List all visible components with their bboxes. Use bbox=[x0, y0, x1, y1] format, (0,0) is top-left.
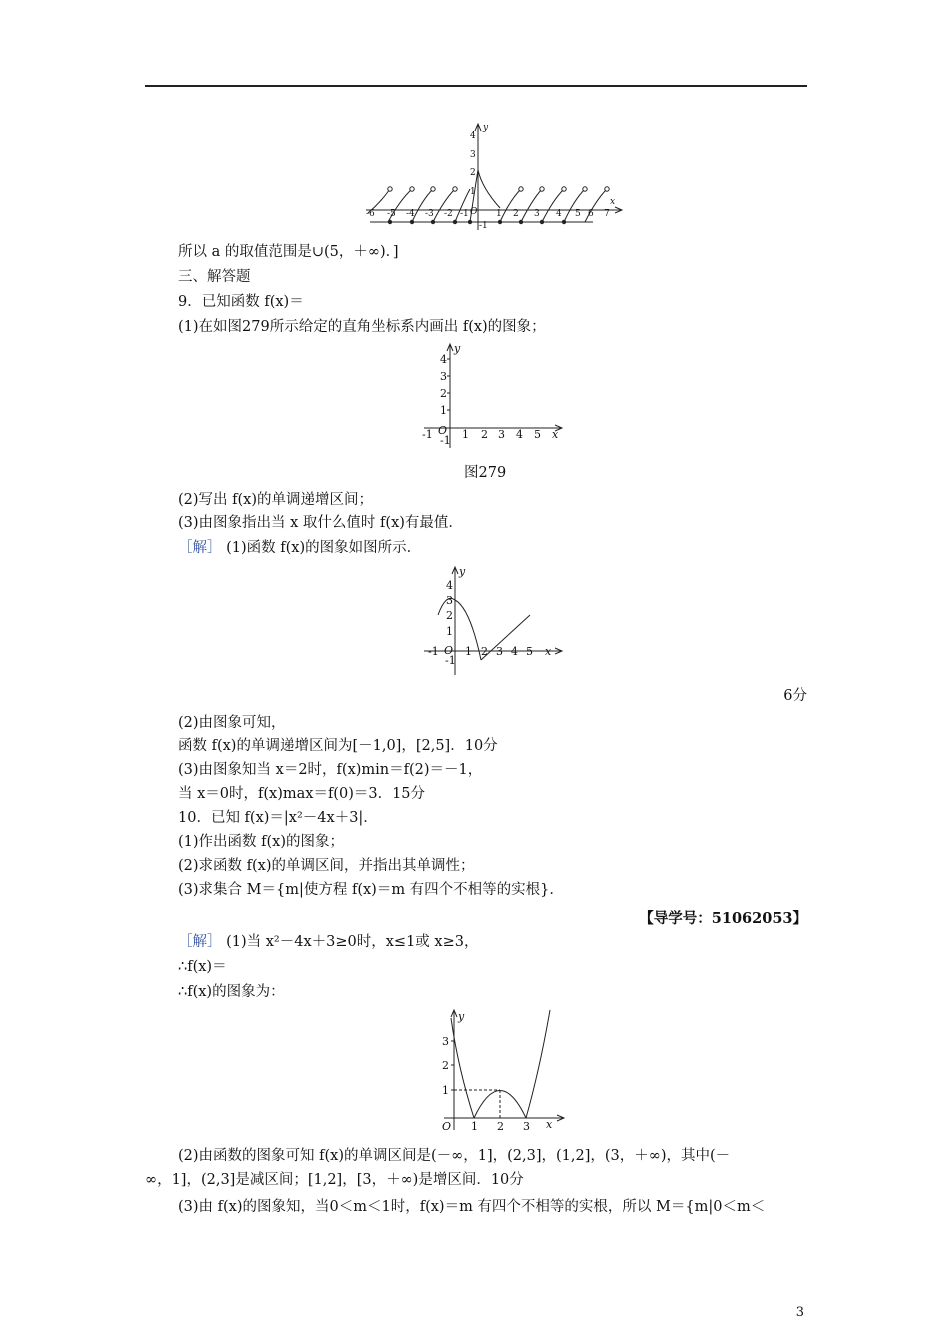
fig2-ytick: 2 bbox=[440, 387, 447, 400]
text-line: 函数 f(x)的单调递增区间为[－1,0]，[2,5]．10分 bbox=[178, 738, 498, 754]
figure-empty-axes bbox=[418, 340, 568, 450]
figure-caption: 图279 bbox=[464, 465, 507, 481]
fig3-ytick: 4 bbox=[446, 579, 453, 592]
fig3-neg-x: -1 bbox=[428, 645, 439, 658]
fig1-ytick: 4 bbox=[470, 131, 476, 141]
fig3-ytick: 1 bbox=[446, 625, 453, 638]
guide-number: 【导学号：51062053】 bbox=[639, 910, 807, 927]
text-line: (1)在如图279所示给定的直角坐标系内画出 f(x)的图象； bbox=[178, 319, 546, 335]
fig3-neg-y: -1 bbox=[445, 654, 456, 667]
solution-tag: ［解］ bbox=[178, 934, 222, 950]
fig4-x-label: x bbox=[546, 1118, 553, 1131]
fig2-ytick: 1 bbox=[440, 404, 447, 417]
fig3-xtick: 5 bbox=[526, 645, 533, 658]
text-line: (2)写出 f(x)的单调递增区间； bbox=[178, 492, 374, 508]
fig1-xtick: 3 bbox=[534, 209, 540, 219]
fig1-x-label: x bbox=[610, 197, 616, 207]
text-line: 所以 a 的取值范围是∪(5，＋∞)．] bbox=[178, 244, 399, 260]
text-line: 当 x＝0时，f(x)max＝f(0)＝3．15分 bbox=[178, 786, 426, 802]
fig2-ytick: 4 bbox=[440, 353, 447, 366]
text-line: (2)由图象可知， bbox=[178, 715, 286, 731]
fig1-xtick: 2 bbox=[513, 209, 519, 219]
fig1-ytick: 3 bbox=[470, 150, 476, 160]
fig3-xtick: 4 bbox=[511, 645, 518, 658]
fig1-xtick: 6 bbox=[588, 209, 594, 219]
figure-fx-graph bbox=[418, 563, 568, 678]
fig1-xtick: 4 bbox=[556, 209, 562, 219]
text-span: (1)函数 f(x)的图象如图所示． bbox=[226, 540, 422, 556]
fig1-xtick: 1 bbox=[496, 209, 502, 219]
fig2-y-label: y bbox=[454, 342, 461, 355]
fig2-neg-x: -1 bbox=[422, 428, 433, 441]
solution-line bbox=[178, 537, 421, 559]
fig1-xtick: -6 bbox=[366, 209, 375, 219]
text-line: ∴f(x)的图象为： bbox=[178, 984, 285, 1000]
figure-periodic-graph bbox=[360, 118, 630, 236]
fig4-y-label: y bbox=[458, 1010, 465, 1023]
fig2-xtick: 5 bbox=[534, 428, 541, 441]
solution-line bbox=[178, 931, 478, 953]
fig2-x-label: x bbox=[552, 428, 559, 441]
fig3-origin: O bbox=[444, 644, 454, 657]
text-span: (1)当 x²－4x＋3≥0时，x≤1或 x≥3， bbox=[226, 934, 479, 950]
fig2-ytick: 3 bbox=[440, 370, 447, 383]
fig3-y-label: y bbox=[459, 565, 466, 578]
fig1-ytick: 1 bbox=[470, 187, 476, 197]
fig1-neg-tick: -1 bbox=[479, 221, 488, 231]
text-line: (3)求集合 M＝{m|使方程 f(x)＝m 有四个不相等的实根}． bbox=[178, 882, 564, 898]
figure-abs-quadratic bbox=[418, 1008, 568, 1134]
fig4-ytick: 3 bbox=[442, 1035, 449, 1048]
fig4-ytick: 1 bbox=[442, 1084, 449, 1097]
fig2-origin: O bbox=[438, 424, 448, 437]
fig3-ytick: 2 bbox=[446, 609, 453, 622]
fig3-x-label: x bbox=[545, 645, 552, 658]
fig1-xtick: -3 bbox=[425, 209, 434, 219]
fig2-xtick: 4 bbox=[516, 428, 523, 441]
fig1-origin: O bbox=[470, 207, 478, 217]
score-label: 6分 bbox=[783, 688, 807, 704]
fig1-xtick: -5 bbox=[387, 209, 396, 219]
fig3-xtick: 2 bbox=[481, 645, 488, 658]
fig4-origin: O bbox=[442, 1120, 452, 1133]
question-9: 9．已知函数 f(x)＝ bbox=[178, 294, 304, 310]
fig1-xtick: 5 bbox=[575, 209, 581, 219]
text-line: (3)由图象知当 x＝2时，f(x)min＝f(2)＝－1， bbox=[178, 762, 483, 778]
text-line: (1)作出函数 f(x)的图象； bbox=[178, 834, 345, 850]
text-line: ∴f(x)＝ bbox=[178, 959, 227, 975]
section-heading: 三、解答题 bbox=[178, 269, 251, 285]
fig1-xtick: -1 bbox=[460, 209, 469, 219]
fig4-xtick: 3 bbox=[523, 1120, 530, 1133]
fig2-xtick: 2 bbox=[481, 428, 488, 441]
header-rule bbox=[145, 85, 807, 87]
fig4-xtick: 2 bbox=[497, 1120, 504, 1133]
fig1-xtick: 7 bbox=[604, 209, 610, 219]
fig3-xtick: 1 bbox=[465, 645, 472, 658]
fig1-xtick: -2 bbox=[444, 209, 453, 219]
text-line: (3)由图象指出当 x 取什么值时 f(x)有最值． bbox=[178, 515, 463, 531]
fig1-ytick: 2 bbox=[470, 168, 476, 178]
fig3-ytick: 3 bbox=[446, 594, 453, 607]
fig1-y-label: y bbox=[483, 123, 489, 133]
text-line: (2)求函数 f(x)的单调区间，并指出其单调性； bbox=[178, 858, 475, 874]
fig2-neg-y: -1 bbox=[440, 434, 451, 447]
solution-tag: ［解］ bbox=[178, 540, 222, 556]
fig4-xtick: 1 bbox=[471, 1120, 478, 1133]
text-line: (3)由 f(x)的图象知，当0＜m＜1时，f(x)＝m 有四个不相等的实根，所以 M＝{m|0＜m＜ bbox=[178, 1199, 766, 1215]
fig3-xtick: 3 bbox=[496, 645, 503, 658]
fig4-ytick: 2 bbox=[442, 1059, 449, 1072]
text-line: (2)由函数的图象可知 f(x)的单调区间是(－∞，1]，(2,3]，(1,2]，(3，＋∞)，其中(－ bbox=[178, 1148, 731, 1164]
text-line: ∞，1]，(2,3]是减区间；[1,2]，[3，＋∞)是增区间．10分 bbox=[145, 1172, 524, 1188]
fig2-xtick: 3 bbox=[498, 428, 505, 441]
fig2-xtick: 1 bbox=[462, 428, 469, 441]
fig1-xtick: -4 bbox=[406, 209, 415, 219]
page-number: 3 bbox=[795, 1305, 804, 1320]
question-10: 10．已知 f(x)＝|x²－4x＋3|． bbox=[178, 810, 378, 826]
